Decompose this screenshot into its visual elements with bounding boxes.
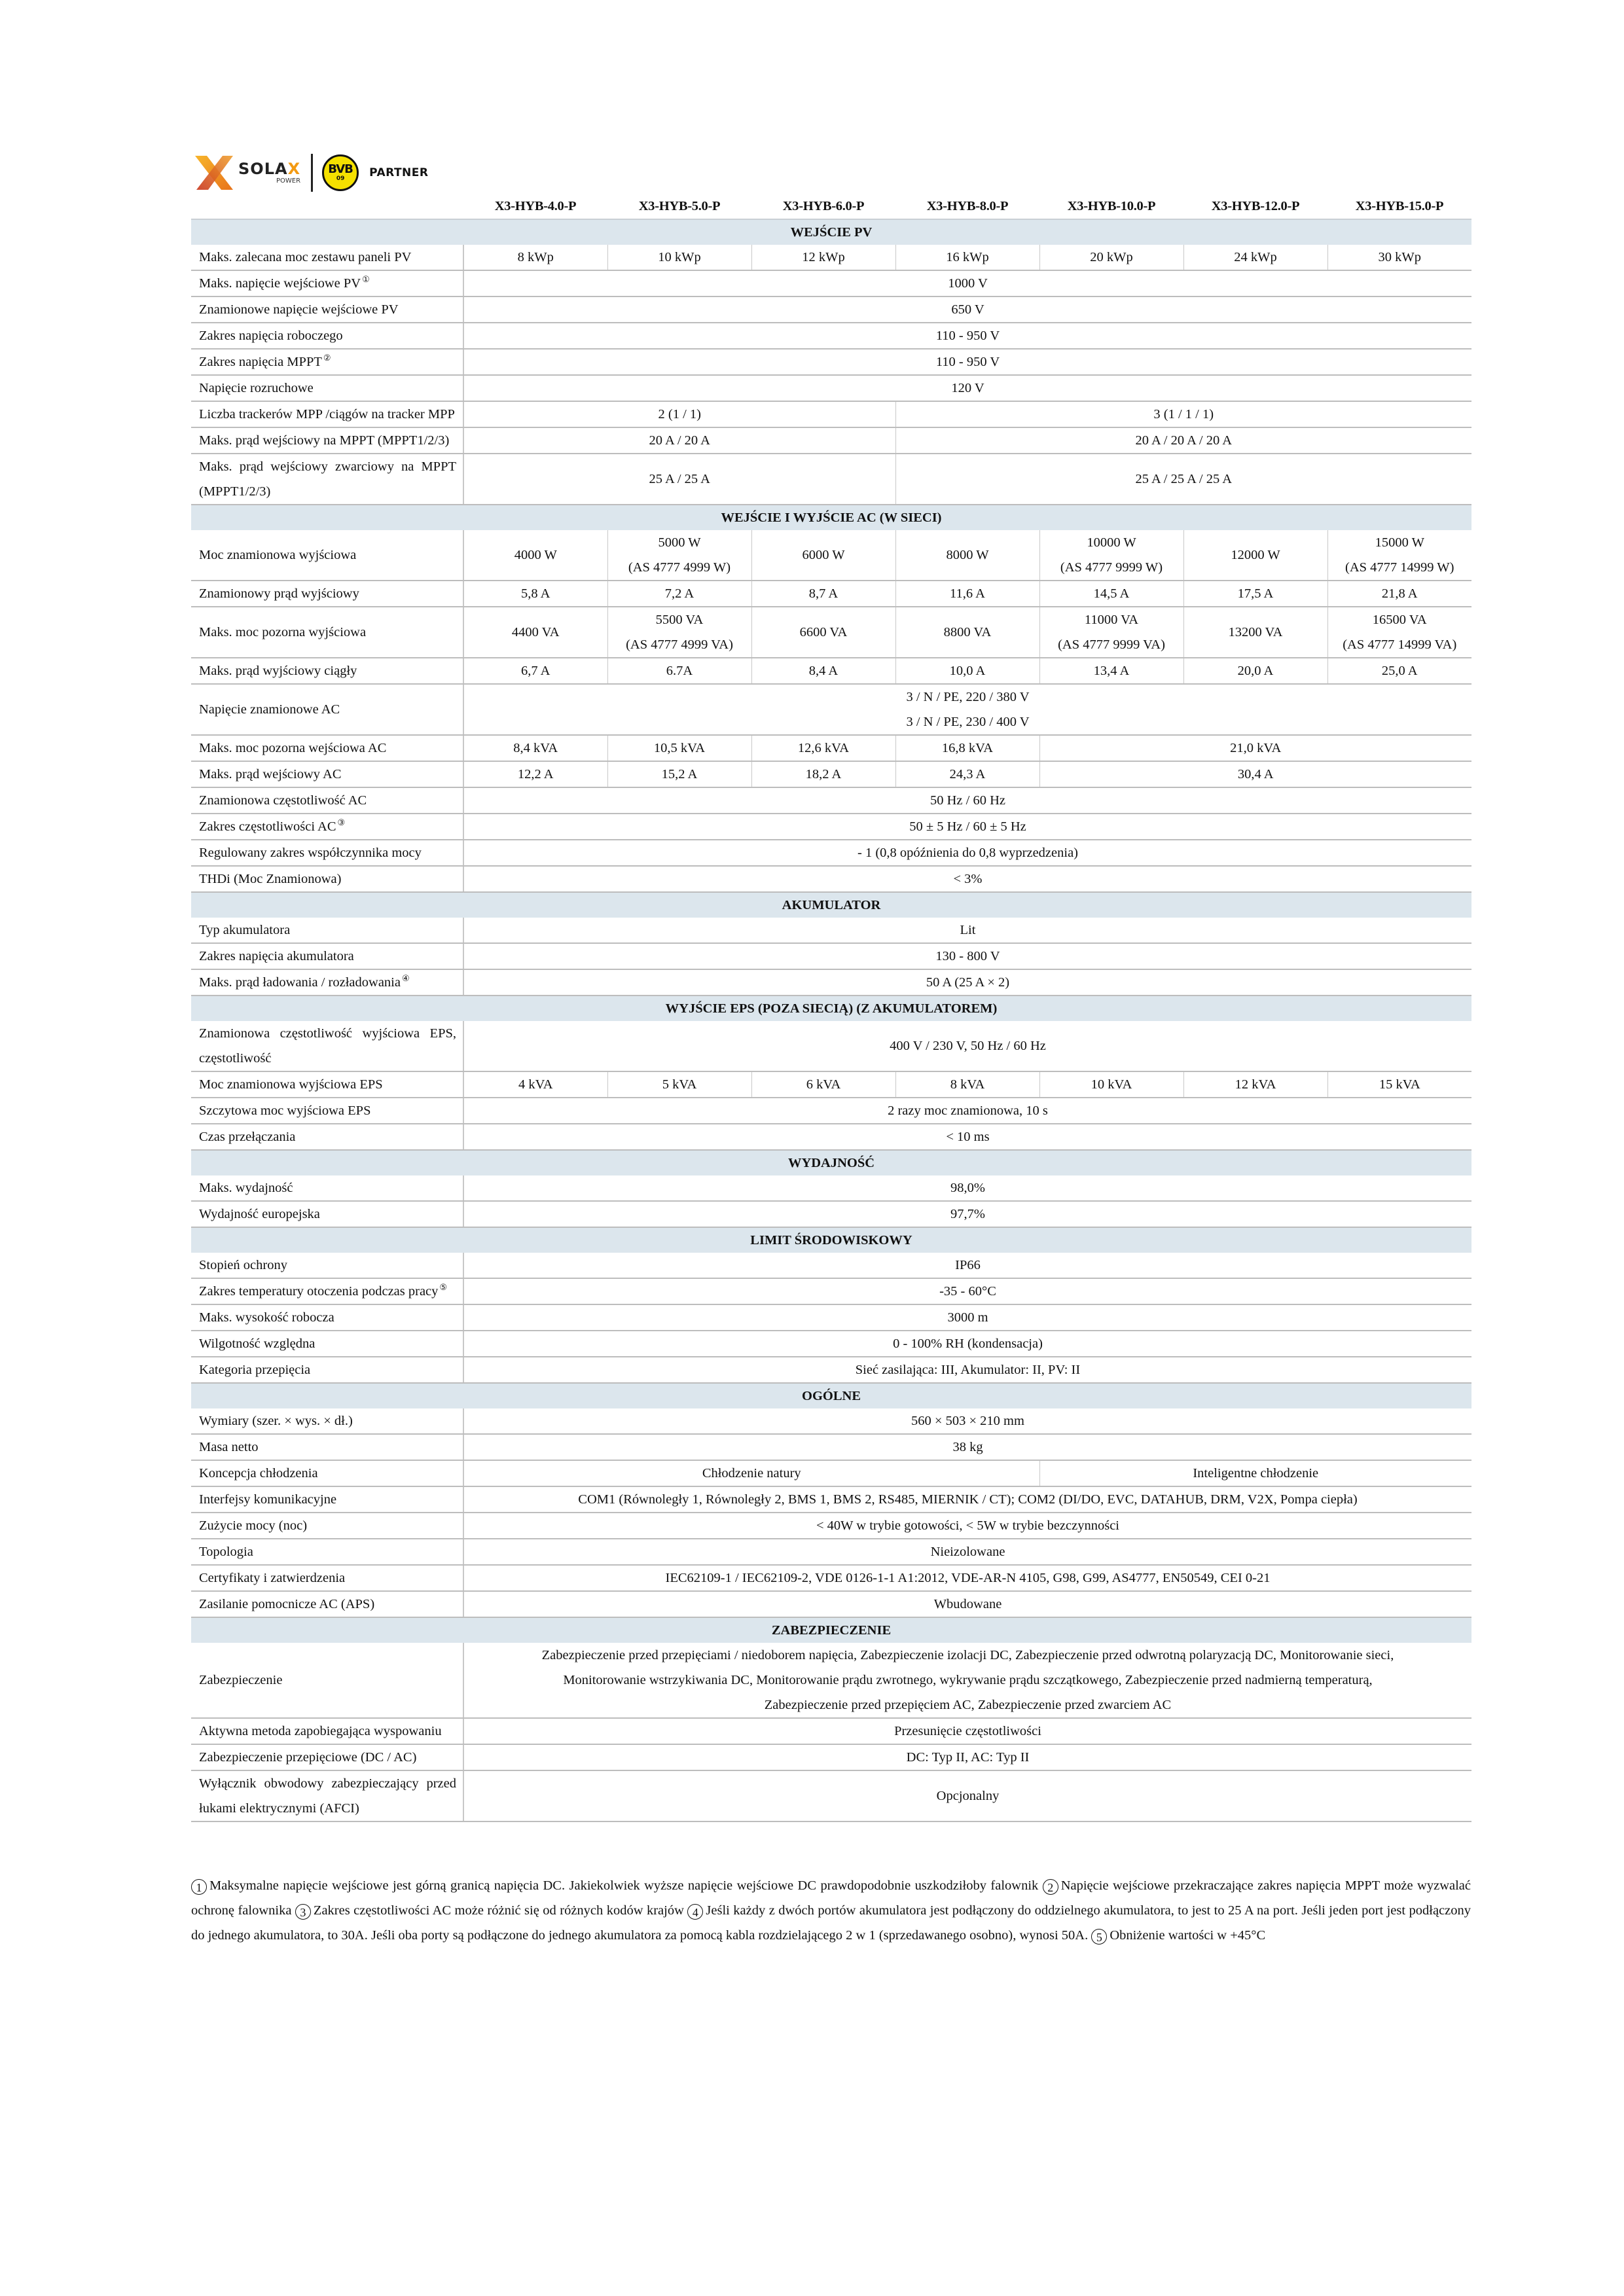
cell-value: 5 kVA xyxy=(607,1071,751,1098)
footnote-text: Maksymalne napięcie wejściowe jest górną granicą napięcia DC. Jakiekolwiek wyższe napięcie wejściowe DC prawdopodobnie uszkodziłoby falownik xyxy=(209,1878,1039,1893)
logo-divider xyxy=(311,154,313,192)
partner-label: PARTNER xyxy=(369,166,429,179)
row-label: Znamionowa częstotliwość wyjściowa EPS, częstotliwość xyxy=(191,1021,463,1071)
row-label: Interfejsy komunikacyjne xyxy=(191,1486,463,1513)
cell-value: 110 - 950 V xyxy=(463,349,1471,375)
cell-value: 4000 W xyxy=(463,530,607,581)
table-row xyxy=(191,735,1471,761)
cell-value: 7,2 A xyxy=(607,581,751,607)
row-label: Maks. moc pozorna wejściowa AC xyxy=(191,735,463,761)
section-header-protection: ZABEZPIECZENIE xyxy=(191,1617,1471,1643)
section-header-battery: AKUMULATOR xyxy=(191,892,1471,918)
cell-value: 5000 W (AS 4777 4999 W) xyxy=(607,530,751,581)
cell-value: < 10 ms xyxy=(463,1124,1471,1150)
cell-value: 50 A (25 A × 2) xyxy=(463,969,1471,996)
footnote-marker: ④ xyxy=(401,973,410,984)
row-label: Maks. prąd wejściowy AC xyxy=(191,761,463,787)
logo-bar xyxy=(194,152,429,194)
table-row xyxy=(191,1304,1471,1331)
table-row xyxy=(191,1565,1471,1591)
table-row xyxy=(191,1408,1471,1434)
footnote-number-icon: 1 xyxy=(191,1879,207,1895)
table-row xyxy=(191,1486,1471,1513)
cell-value: 8,4 kVA xyxy=(463,735,607,761)
row-label: Maks. prąd wejściowy zwarciowy na MPPT (MPPT1/2/3) xyxy=(191,454,463,505)
cell-value: Przesunięcie częstotliwości xyxy=(463,1718,1471,1744)
footnotes xyxy=(191,1873,1471,1948)
cell-value: 4 kVA xyxy=(463,1071,607,1098)
cell-value: 11,6 A xyxy=(895,581,1039,607)
cell-value: < 40W w trybie gotowości, < 5W w trybie bezczynności xyxy=(463,1513,1471,1539)
footnote-number-icon: 3 xyxy=(295,1904,311,1920)
table-row xyxy=(191,581,1471,607)
cell-value: 13200 VA xyxy=(1183,607,1327,658)
section-header-efficiency: WYDAJNOŚĆ xyxy=(191,1150,1471,1175)
footnote-text: Obniżenie wartości w +45°C xyxy=(1110,1928,1266,1943)
table-row xyxy=(191,969,1471,996)
row-label: Typ akumulatora xyxy=(191,918,463,943)
table-row xyxy=(191,296,1471,323)
table-row xyxy=(191,1434,1471,1460)
footnote-marker: ③ xyxy=(337,817,346,828)
row-label: Zakres napięcia MPPT ② xyxy=(191,349,463,375)
cell-value: 12 kVA xyxy=(1183,1071,1327,1098)
cell-value: -35 - 60°C xyxy=(463,1278,1471,1304)
table-row xyxy=(191,1718,1471,1744)
cell-value: 21,8 A xyxy=(1327,581,1471,607)
cell-value: 10,0 A xyxy=(895,658,1039,684)
cell-value: 24 kWp xyxy=(1183,245,1327,270)
row-label: Czas przełączania xyxy=(191,1124,463,1150)
row-label: Maks. prąd wyjściowy ciągły xyxy=(191,658,463,684)
cell-value: 20 A / 20 A xyxy=(463,427,895,454)
bvb-logo-icon: BVB 09 xyxy=(322,154,359,191)
table-row xyxy=(191,1278,1471,1304)
row-label: Zakres temperatury otoczenia podczas pracy ⑤ xyxy=(191,1278,463,1304)
row-label: Kategoria przepięcia xyxy=(191,1357,463,1383)
row-label: Moc znamionowa wyjściowa EPS xyxy=(191,1071,463,1098)
cell-value: 3 / N / PE, 220 / 380 V 3 / N / PE, 230 / 400 V xyxy=(463,684,1471,735)
cell-value: 6.7A xyxy=(607,658,751,684)
cell-value: 1000 V xyxy=(463,270,1471,296)
cell-value: 18,2 A xyxy=(751,761,895,787)
model-header: X3-HYB-10.0-P xyxy=(1067,199,1156,213)
cell-value: 8 kVA xyxy=(895,1071,1039,1098)
cell-value: 12,6 kVA xyxy=(751,735,895,761)
row-label: Moc znamionowa wyjściowa xyxy=(191,530,463,581)
cell-value: 12000 W xyxy=(1183,530,1327,581)
row-label: Maks. zalecana moc zestawu paneli PV xyxy=(191,245,463,270)
cell-value: 25 A / 25 A / 25 A xyxy=(895,454,1471,505)
cell-value: COM1 (Równoległy 1, Równoległy 2, BMS 1, BMS 2, RS485, MIERNIK / CT); COM2 (DI/DO, EVC, DATAHUB, DRM, V2X, Pompa ciepła) xyxy=(463,1486,1471,1513)
table-row xyxy=(191,607,1471,658)
table-row xyxy=(191,658,1471,684)
footnote-marker: ② xyxy=(323,353,331,363)
table-row xyxy=(191,840,1471,866)
table-row xyxy=(191,1331,1471,1357)
cell-value: 10 kVA xyxy=(1039,1071,1183,1098)
table-row xyxy=(191,1098,1471,1124)
cell-value: 2 (1 / 1) xyxy=(463,401,895,427)
table-row xyxy=(191,1513,1471,1539)
cell-value: 30 kWp xyxy=(1327,245,1471,270)
model-header: X3-HYB-5.0-P xyxy=(638,199,721,213)
cell-value: 14,5 A xyxy=(1039,581,1183,607)
brand-name: SOLA xyxy=(238,160,288,178)
cell-value: Opcjonalny xyxy=(463,1770,1471,1821)
table-row xyxy=(191,814,1471,840)
row-label: Regulowany zakres współczynnika mocy xyxy=(191,840,463,866)
cell-value: Wbudowane xyxy=(463,1591,1471,1617)
table-row xyxy=(191,761,1471,787)
cell-value: 17,5 A xyxy=(1183,581,1327,607)
cell-value: 8 kWp xyxy=(463,245,607,270)
row-label: Maks. wydajność xyxy=(191,1175,463,1201)
cell-value: 16,8 kVA xyxy=(895,735,1039,761)
table-row xyxy=(191,1460,1471,1486)
cell-value: 6 kVA xyxy=(751,1071,895,1098)
row-label: Certyfikaty i zatwierdzenia xyxy=(191,1565,463,1591)
row-label: Stopień ochrony xyxy=(191,1253,463,1278)
cell-value: 24,3 A xyxy=(895,761,1039,787)
row-label: Wyłącznik obwodowy zabezpieczający przed łukami elektrycznymi (AFCI) xyxy=(191,1770,463,1821)
table-row xyxy=(191,245,1471,270)
table-row xyxy=(191,1071,1471,1098)
table-row xyxy=(191,270,1471,296)
row-label: Zabezpieczenie przepięciowe (DC / AC) xyxy=(191,1744,463,1770)
table-row xyxy=(191,401,1471,427)
cell-value: 3000 m xyxy=(463,1304,1471,1331)
table-row xyxy=(191,1175,1471,1201)
cell-value: 12 kWp xyxy=(751,245,895,270)
row-label: Koncepcja chłodzenia xyxy=(191,1460,463,1486)
row-label: Aktywna metoda zapobiegająca wyspowaniu xyxy=(191,1718,463,1744)
cell-value: 97,7% xyxy=(463,1201,1471,1227)
brand-x: X xyxy=(287,160,301,178)
solax-x-icon xyxy=(194,154,234,191)
cell-value: < 3% xyxy=(463,866,1471,892)
model-header: X3-HYB-8.0-P xyxy=(926,199,1009,213)
row-label: Zakres napięcia roboczego xyxy=(191,323,463,349)
section-header-pv-input: WEJŚCIE PV xyxy=(191,219,1471,245)
cell-value: 10 kWp xyxy=(607,245,751,270)
table-row xyxy=(191,1591,1471,1617)
cell-value: 50 Hz / 60 Hz xyxy=(463,787,1471,814)
footnote-text: Zakres częstotliwości AC może różnić się od różnych kodów krajów xyxy=(313,1903,684,1918)
cell-value: 8800 VA xyxy=(895,607,1039,658)
cell-value: IEC62109-1 / IEC62109-2, VDE 0126-1-1 A1:2012, VDE-AR-N 4105, G98, G99, AS4777, EN50549, CEI 0-21 xyxy=(463,1565,1471,1591)
cell-value: 10000 W (AS 4777 9999 W) xyxy=(1039,530,1183,581)
section-header-eps: WYJŚCIE EPS (POZA SIECIĄ) (Z AKUMULATOREM) xyxy=(191,996,1471,1021)
row-label: Wymiary (szer. × wys. × dł.) xyxy=(191,1408,463,1434)
footnote-number-icon: 2 xyxy=(1043,1879,1058,1895)
cell-value: 12,2 A xyxy=(463,761,607,787)
cell-value: 98,0% xyxy=(463,1175,1471,1201)
section-header-ac: WEJŚCIE I WYJŚCIE AC (W SIECI) xyxy=(191,505,1471,530)
row-label: Maks. wysokość robocza xyxy=(191,1304,463,1331)
cell-value: 560 × 503 × 210 mm xyxy=(463,1408,1471,1434)
footnote-text: Napięcie wejściowe przekraczające zakres napięcia MPPT może wyzwalać ochronę falownika xyxy=(191,1878,1471,1918)
model-header-row xyxy=(191,194,1471,219)
row-label: Szczytowa moc wyjściowa EPS xyxy=(191,1098,463,1124)
row-label: THDi (Moc Znamionowa) xyxy=(191,866,463,892)
table-row xyxy=(191,1124,1471,1150)
section-header-general: OGÓLNE xyxy=(191,1383,1471,1408)
table-row xyxy=(191,943,1471,969)
cell-value: 50 ± 5 Hz / 60 ± 5 Hz xyxy=(463,814,1471,840)
row-label: Masa netto xyxy=(191,1434,463,1460)
row-label: Wydajność europejska xyxy=(191,1201,463,1227)
cell-value: 2 razy moc znamionowa, 10 s xyxy=(463,1098,1471,1124)
row-label: Topologia xyxy=(191,1539,463,1565)
row-label: Maks. prąd wejściowy na MPPT (MPPT1/2/3) xyxy=(191,427,463,454)
cell-value: Inteligentne chłodzenie xyxy=(1039,1460,1471,1486)
table-row xyxy=(191,323,1471,349)
table-row xyxy=(191,1744,1471,1770)
cell-value: 25,0 A xyxy=(1327,658,1471,684)
cell-value: 15000 W (AS 4777 14999 W) xyxy=(1327,530,1471,581)
cell-value: 30,4 A xyxy=(1039,761,1471,787)
row-label: Liczba trackerów MPP /ciągów na tracker MPP xyxy=(191,401,463,427)
row-label: Zakres częstotliwości AC ③ xyxy=(191,814,463,840)
cell-value: 16 kWp xyxy=(895,245,1039,270)
footnote-number-icon: 5 xyxy=(1091,1929,1107,1945)
cell-value: 20,0 A xyxy=(1183,658,1327,684)
row-label: Zasilanie pomocnicze AC (APS) xyxy=(191,1591,463,1617)
cell-value: 3 (1 / 1 / 1) xyxy=(895,401,1471,427)
cell-value: 6000 W xyxy=(751,530,895,581)
table-row xyxy=(191,684,1471,735)
footnote-number-icon: 4 xyxy=(687,1904,703,1920)
cell-value: 8,7 A xyxy=(751,581,895,607)
cell-value: 650 V xyxy=(463,296,1471,323)
cell-value: 110 - 950 V xyxy=(463,323,1471,349)
table-row xyxy=(191,1021,1471,1071)
row-label: Zakres napięcia akumulatora xyxy=(191,943,463,969)
row-label: Napięcie rozruchowe xyxy=(191,375,463,401)
cell-value: 8,4 A xyxy=(751,658,895,684)
cell-value: - 1 (0,8 opóźnienia do 0,8 wyprzedzenia) xyxy=(463,840,1471,866)
model-header: X3-HYB-6.0-P xyxy=(782,199,865,213)
table-row xyxy=(191,866,1471,892)
cell-value: 20 kWp xyxy=(1039,245,1183,270)
table-row xyxy=(191,375,1471,401)
cell-value: DC: Typ II, AC: Typ II xyxy=(463,1744,1471,1770)
cell-value: 15 kVA xyxy=(1327,1071,1471,1098)
footnote-text: Jeśli każdy z dwóch portów akumulatora jest podłączony do oddzielnego akumulatora, to jest to 25 A na port. Jeśli jeden port jest podłączony do jednego akumulatora, to 30A. Jeśli oba porty są podłączone do jednego akumulatora za pomocą kabla rozdzielającego 2 w 1 (sprzedawanego osobno), wynosi 50A. xyxy=(191,1903,1471,1943)
table-row xyxy=(191,530,1471,581)
cell-value: 130 - 800 V xyxy=(463,943,1471,969)
footnote-marker: ① xyxy=(362,274,370,285)
spec-table xyxy=(191,194,1471,1822)
table-row xyxy=(191,454,1471,505)
model-header: X3-HYB-15.0-P xyxy=(1355,199,1444,213)
row-label: Znamionowa częstotliwość AC xyxy=(191,787,463,814)
cell-value: 38 kg xyxy=(463,1434,1471,1460)
table-row xyxy=(191,1253,1471,1278)
cell-value: 120 V xyxy=(463,375,1471,401)
row-label: Maks. moc pozorna wyjściowa xyxy=(191,607,463,658)
cell-value: 20 A / 20 A / 20 A xyxy=(895,427,1471,454)
model-header: X3-HYB-4.0-P xyxy=(494,199,577,213)
footnote-marker: ⑤ xyxy=(439,1282,448,1293)
table-row xyxy=(191,1643,1471,1718)
table-row xyxy=(191,1770,1471,1821)
row-label: Napięcie znamionowe AC xyxy=(191,684,463,735)
cell-value: Nieizolowane xyxy=(463,1539,1471,1565)
table-row xyxy=(191,427,1471,454)
cell-value: 5,8 A xyxy=(463,581,607,607)
cell-value: 16500 VA (AS 4777 14999 VA) xyxy=(1327,607,1471,658)
cell-value: 400 V / 230 V, 50 Hz / 60 Hz xyxy=(463,1021,1471,1071)
model-header: X3-HYB-12.0-P xyxy=(1211,199,1300,213)
cell-value: 13,4 A xyxy=(1039,658,1183,684)
cell-value: Zabezpieczenie przed przepięciami / niedoborem napięcia, Zabezpieczenie izolacji DC, Zabezpieczenie przed odwrotną polaryzacją DC, Monitorowanie sieci, Monitorowanie wstrzykiwania DC, Monitorowanie prądu zwrotnego, wykrywanie prądu szczątkowego, Zabezpieczenie przed nadmierną temperaturą, Zabezpieczenie przed przepięciem AC, Zabezpieczenie przed zwarciem AC xyxy=(463,1643,1471,1718)
row-label: Maks. napięcie wejściowe PV ① xyxy=(191,270,463,296)
table-row xyxy=(191,349,1471,375)
row-label: Maks. prąd ładowania / rozładowania ④ xyxy=(191,969,463,996)
cell-value: 21,0 kVA xyxy=(1039,735,1471,761)
table-row xyxy=(191,787,1471,814)
cell-value: 4400 VA xyxy=(463,607,607,658)
cell-value: 6,7 A xyxy=(463,658,607,684)
cell-value: 8000 W xyxy=(895,530,1039,581)
cell-value: 10,5 kVA xyxy=(607,735,751,761)
row-label: Znamionowe napięcie wejściowe PV xyxy=(191,296,463,323)
cell-value: Sieć zasilająca: III, Akumulator: II, PV: II xyxy=(463,1357,1471,1383)
cell-value: 0 - 100% RH (kondensacja) xyxy=(463,1331,1471,1357)
cell-value: 15,2 A xyxy=(607,761,751,787)
brand-subtitle: POWER xyxy=(276,177,301,185)
cell-value: 6600 VA xyxy=(751,607,895,658)
solax-logo xyxy=(194,154,300,191)
cell-value: IP66 xyxy=(463,1253,1471,1278)
row-label: Wilgotność względna xyxy=(191,1331,463,1357)
table-row xyxy=(191,1201,1471,1227)
row-label: Znamionowy prąd wyjściowy xyxy=(191,581,463,607)
table-row xyxy=(191,1357,1471,1383)
cell-value: Chłodzenie natury xyxy=(463,1460,1039,1486)
table-row xyxy=(191,1539,1471,1565)
section-header-environment: LIMIT ŚRODOWISKOWY xyxy=(191,1227,1471,1253)
cell-value: Lit xyxy=(463,918,1471,943)
cell-value: 25 A / 25 A xyxy=(463,454,895,505)
cell-value: 5500 VA (AS 4777 4999 VA) xyxy=(607,607,751,658)
row-label: Zużycie mocy (noc) xyxy=(191,1513,463,1539)
table-row xyxy=(191,918,1471,943)
row-label: Zabezpieczenie xyxy=(191,1643,463,1718)
cell-value: 11000 VA (AS 4777 9999 VA) xyxy=(1039,607,1183,658)
